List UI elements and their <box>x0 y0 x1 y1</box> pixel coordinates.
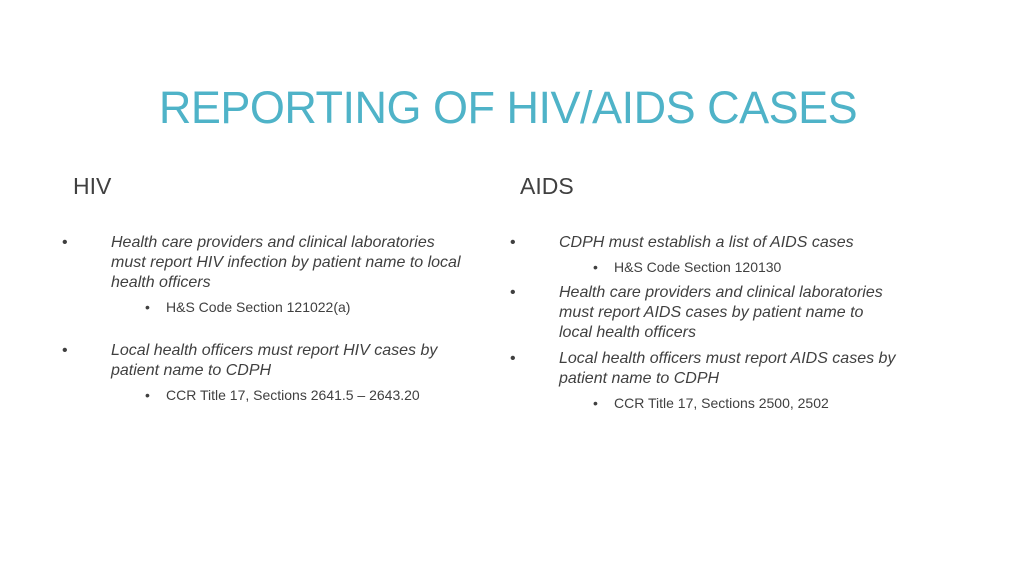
sub-list-item <box>62 385 462 405</box>
list-item <box>510 349 900 413</box>
bullet-icon: • <box>510 234 516 251</box>
list-item <box>510 283 900 343</box>
sub-list-item <box>510 393 900 413</box>
sub-list-item <box>510 257 900 277</box>
sub-bullet-icon: • <box>145 387 150 403</box>
bullet-icon: • <box>510 350 516 367</box>
aids-bullet-list <box>510 233 900 413</box>
bullet-icon: • <box>62 234 68 251</box>
list-item-text: Health care providers and clinical laboratories must report AIDS cases by patient name to local health officers <box>559 284 883 341</box>
sub-list-item <box>62 297 462 317</box>
hiv-column-heading: HIV <box>73 173 112 199</box>
sub-item-text: H&S Code Section 120130 <box>614 259 782 275</box>
hiv-bullet-list <box>62 233 462 405</box>
sub-item-text: CCR Title 17, Sections 2641.5 – 2643.20 <box>166 387 420 403</box>
sub-item-text: H&S Code Section 121022(a) <box>166 299 351 315</box>
sub-bullet-icon: • <box>593 395 598 411</box>
aids-column-heading: AIDS <box>520 173 574 199</box>
sub-bullet-icon: • <box>593 259 598 275</box>
list-item <box>510 233 900 277</box>
list-item-text: Local health officers must report AIDS cases by patient name to CDPH <box>559 350 896 387</box>
list-item-text: CDPH must establish a list of AIDS cases <box>559 234 854 251</box>
bullet-icon: • <box>62 342 68 359</box>
list-item-text: Local health officers must report HIV cases by patient name to CDPH <box>111 342 438 379</box>
slide-title: REPORTING OF HIV/AIDS CASES <box>158 82 858 133</box>
bullet-icon: • <box>510 284 516 301</box>
sub-item-text: CCR Title 17, Sections 2500, 2502 <box>614 395 829 411</box>
sub-bullet-icon: • <box>145 299 150 315</box>
list-item <box>62 233 462 317</box>
list-item <box>62 341 462 405</box>
list-item-text: Health care providers and clinical laboratories must report HIV infection by patient name to local health officers <box>111 234 461 291</box>
